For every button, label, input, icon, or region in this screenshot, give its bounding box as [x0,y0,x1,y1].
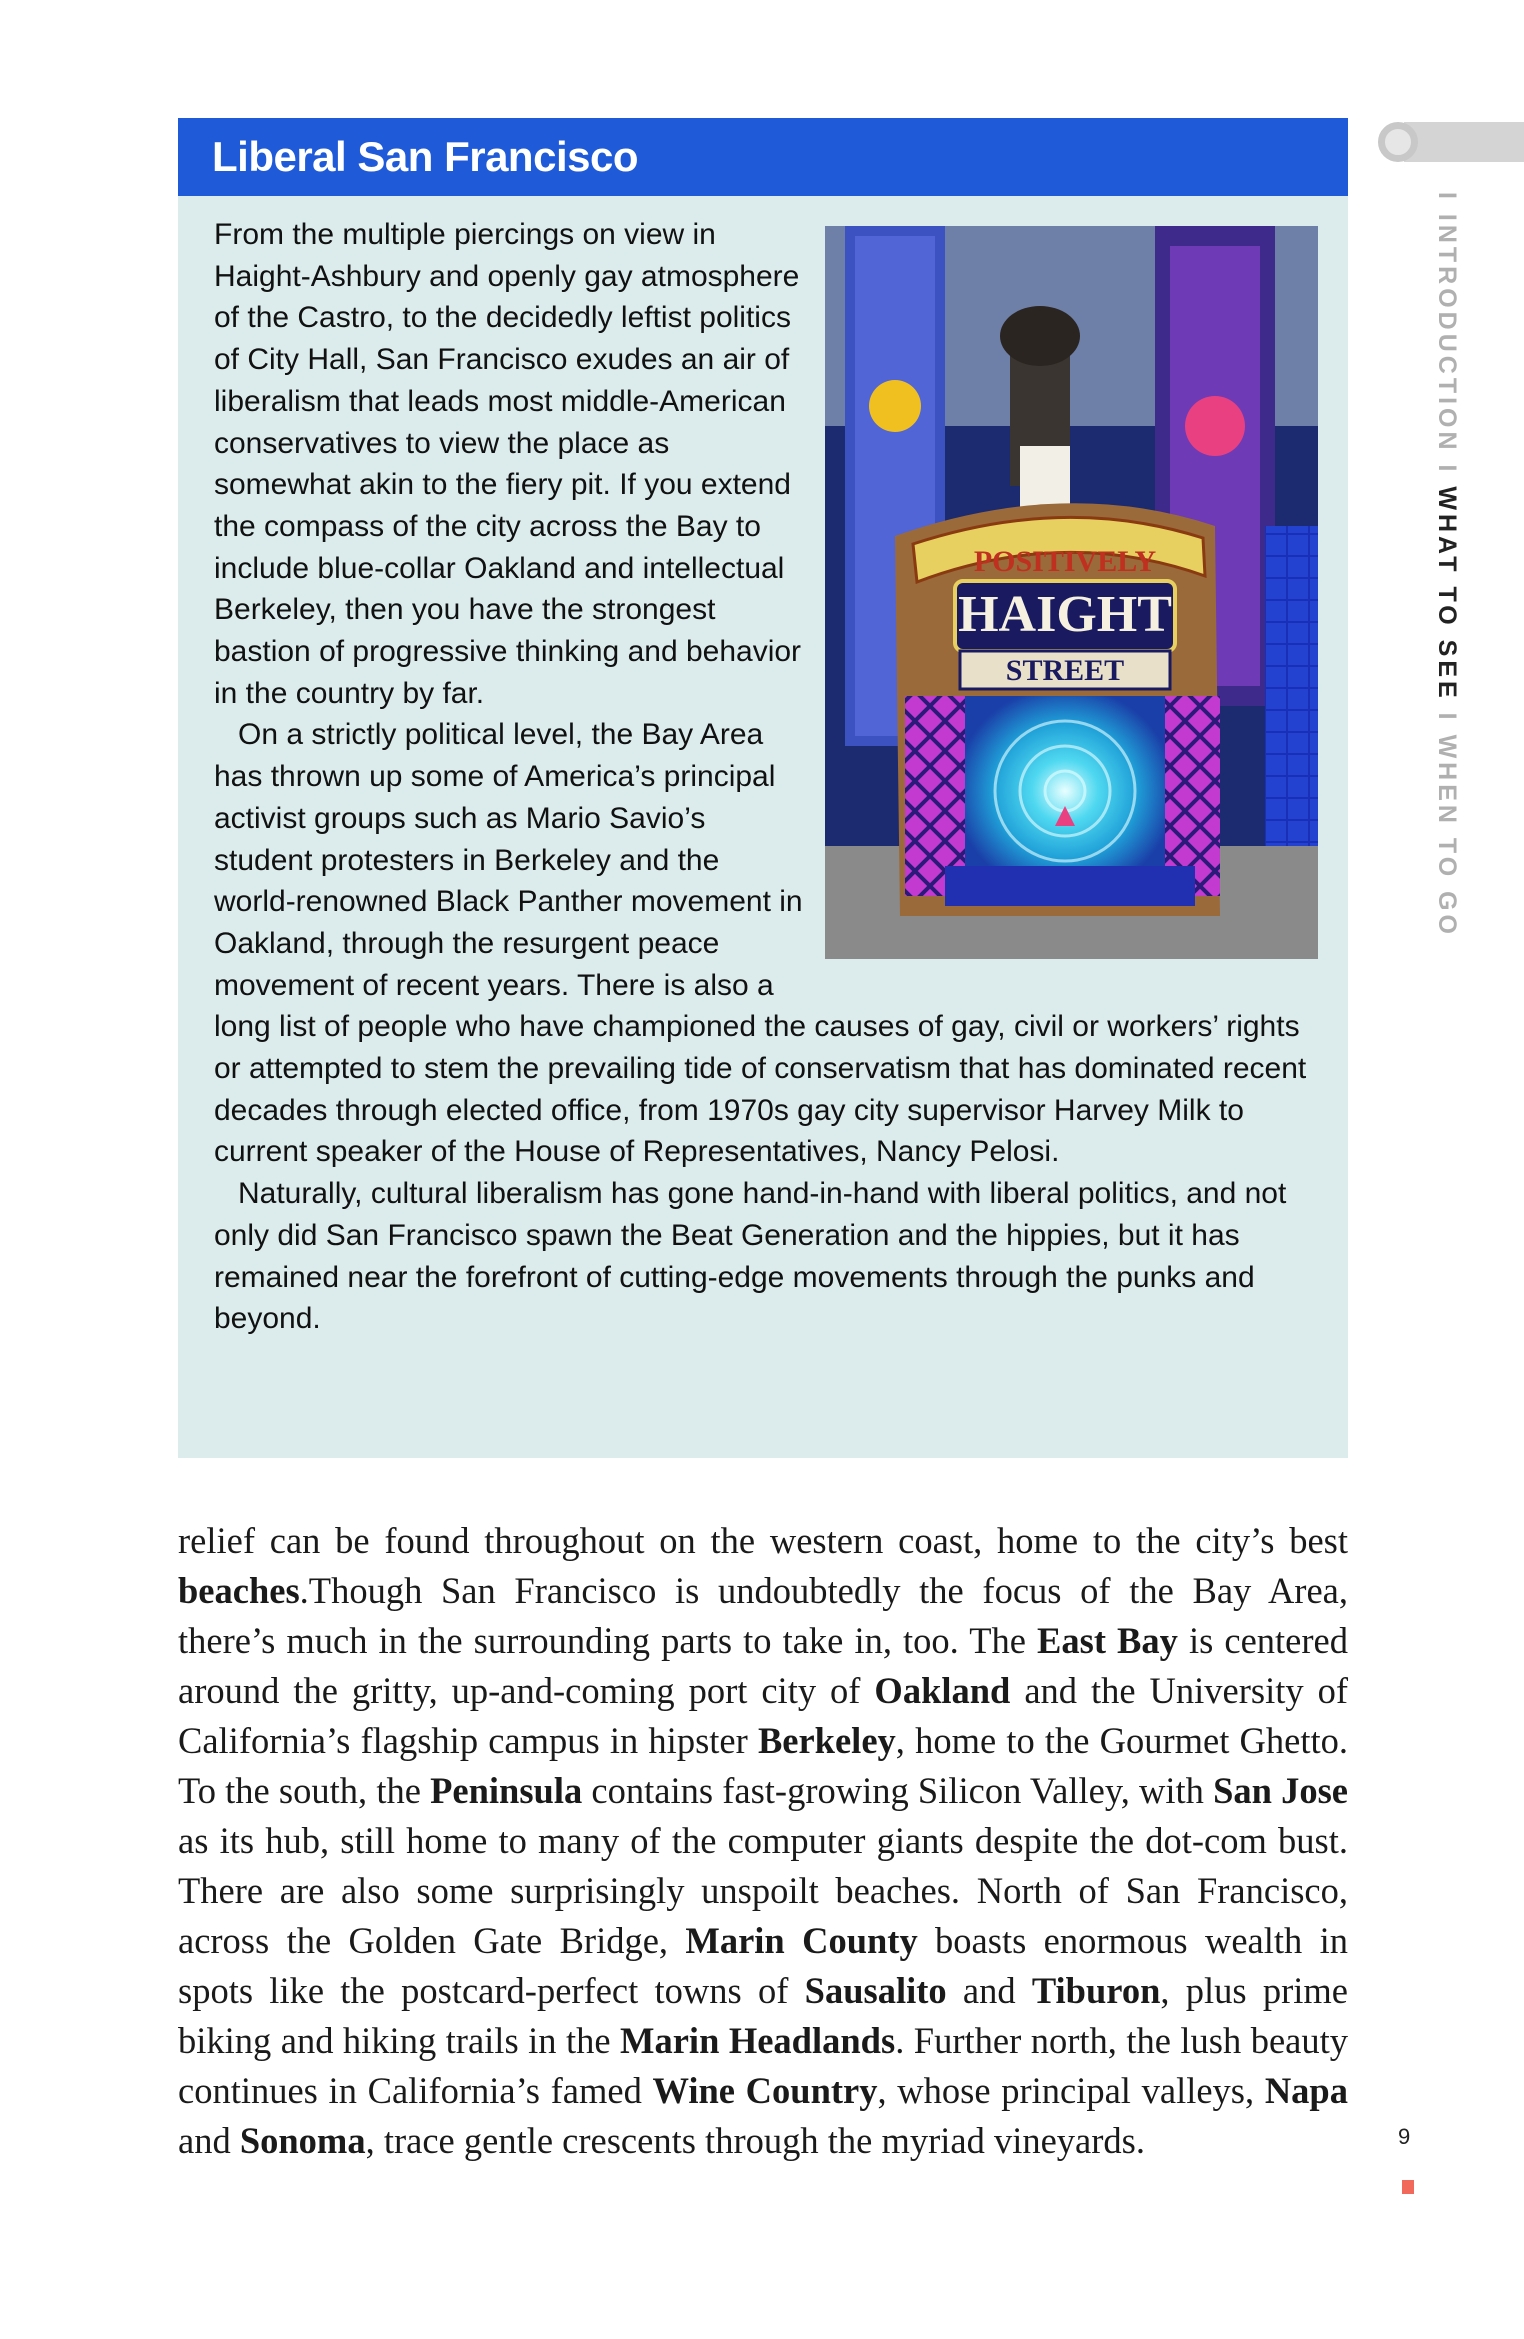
place-sonoma: Sonoma [239,2120,366,2161]
place-peninsula: Peninsula [430,1770,583,1811]
sidebar-box-title: Liberal San Francisco [178,118,1348,196]
photo-sign-line1: POSITIVELY [973,545,1157,578]
sidebar-box-body [214,214,1322,1340]
sidebar-paragraph: Naturally, cultural liberalism has gone hand-in-hand with liberal politics, and not only did San Francisco spawn the Beat Generation and the hippies, but it has remained near the forefront of cutting-edge movements through the punks and beyond. [214,1177,1287,1336]
sidebar-box [178,118,1348,1458]
place-marin-county: Marin County [685,1920,918,1961]
place-wine-country: Wine Country [652,2070,878,2111]
main-paragraph: relief can be found throughout on the western coast, home to the city’s best beaches.Though San Francisco is undoubtedly the focus of the Bay Area, there’s much in the surrounding parts to take in, too. The East Bay is centered around the gritty, up-and-coming port city of Oakland and the University of California’s flagship campus in hipster Berkeley, home to the Gourmet Ghetto. To the south, the Peninsula contains fast-growing Silicon Valley, with San Jose as its hub, still home to many of the computer giants despite the dot-com bust. There are also some surprisingly unspoilt beaches. North of San Francisco, across the Golden Gate Bridge, Marin County boasts enormous wealth in spots like the postcard-perfect towns of Sausalito and Tiburon, plus prime biking and hiking trails in the Marin Headlands. Further north, the lush beauty continues in California’s famed Wine Country, whose principal valleys, Napa and Sonoma, trace gentle crescents through the myriad vineyards. [178,1520,1349,2161]
main-body-text [178,1516,1348,2166]
place-marin-headlands: Marin Headlands [620,2020,896,2061]
place-east-bay: East Bay [1037,1620,1178,1661]
place-tiburon: Tiburon [1031,1970,1161,2011]
haight-street-photo [825,226,1318,959]
page-number: 9 [1398,2124,1411,2149]
photo-sign-line3: STREET [1005,654,1125,687]
nav-item-what-to-see: WHAT TO SEE [1433,486,1461,702]
place-sausalito: Sausalito [804,1970,947,2011]
photo-sign-line2: HAIGHT [958,586,1172,643]
chapter-tab-circle-icon [1378,122,1418,162]
page-marker [1402,2180,1414,2194]
place-san-jose: San Jose [1213,1770,1348,1811]
nav-item-when-to-go: WHEN TO GO [1433,734,1461,938]
chapter-tab-bar [1404,122,1524,162]
sidebar-paragraph: On a strictly political level, the Bay Area has thrown up some of America’s principal activist groups such as Mario Savio’s student protesters in Berkeley and the world-renowned Black Panther movement in Oakland, through the resurgent peace movement of recent years. There is also a long list of people who have championed the causes of gay, civil or workers’ rights or attempted to stem the prevailing tide of conservatism that has dominated recent decades through elected office, from 1970s gay city supervisor Harvey Milk to current speaker of the House of Representatives, Nancy Pelosi. [214,718,1307,1169]
place-napa: Napa [1264,2070,1348,2111]
place-beaches: beaches [178,1570,300,1611]
chapter-side-nav: I INTRODUCTION I WHAT TO SEE I WHEN TO GO [1433,192,1461,938]
place-oakland: Oakland [874,1670,1011,1711]
sidebar-paragraph: From the multiple piercings on view in Haight-Ashbury and openly gay atmosphere of the Castro, to the decidedly leftist politics of City Hall, San Francisco exudes an air of liberalism that leads most middle-American conservatives to view the place as somewhat akin to the fiery pit. If you extend the compass of the city across the Bay to include blue-collar Oakland and intellectual Berkeley, then you have the strongest bastion of progressive thinking and behavior in the country by far. [214,218,802,710]
nav-item-introduction: INTRODUCTION [1433,213,1461,454]
place-berkeley: Berkeley [757,1720,896,1761]
